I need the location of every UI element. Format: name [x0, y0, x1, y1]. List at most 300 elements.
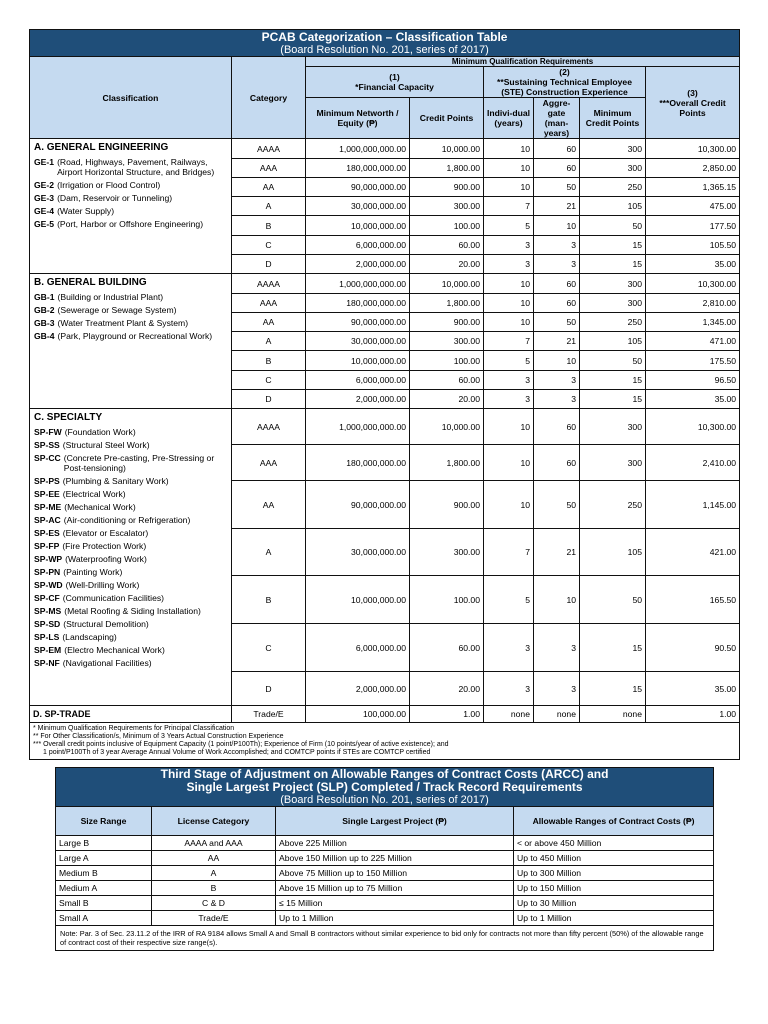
header-min-credit: Minimum Credit Points: [580, 98, 646, 139]
classification-item: [34, 305, 227, 315]
classification-code: SP-EE: [34, 489, 60, 499]
classification-desc: (Water Treatment Plant & System): [57, 318, 189, 328]
networth-cell: 2,000,000.00: [306, 672, 410, 706]
classification-item: [34, 489, 227, 499]
aggregate-cell: 60: [534, 409, 580, 445]
sp-trade-credit-points: 1.00: [410, 706, 484, 723]
aggregate-cell: 21: [534, 332, 580, 351]
group-specialty: [30, 409, 232, 706]
min-credit-cell: 50: [580, 576, 646, 624]
credit-points-cell: 1,800.00: [410, 159, 484, 178]
aggregate-cell: 60: [534, 294, 580, 313]
min-credit-cell: 15: [580, 255, 646, 274]
min-credit-cell: 15: [580, 624, 646, 672]
size-range-cell: Large A: [56, 851, 152, 866]
classification-desc: (Park, Playground or Recreational Work): [57, 331, 213, 341]
license-category-cell: A: [152, 866, 276, 881]
category-cell: D: [232, 672, 306, 706]
size-range-cell: Medium A: [56, 881, 152, 896]
classification-code: SP-FP: [34, 541, 60, 551]
classification-item: [34, 580, 227, 590]
table1-body: [30, 139, 740, 706]
credit-points-cell: 900.00: [410, 481, 484, 529]
arcc-row: [56, 911, 714, 926]
aggregate-cell: 3: [534, 672, 580, 706]
overall-credit-cell: 471.00: [646, 332, 740, 351]
license-category-cell: AAAA and AAA: [152, 836, 276, 851]
table2-title-line-2: Single Largest Project (SLP) Completed / Track Record Requirements: [186, 780, 583, 794]
sp-trade-networth: 100,000.00: [306, 706, 410, 723]
table2-title-bar: [56, 768, 714, 807]
size-range-cell: Medium B: [56, 866, 152, 881]
aggregate-cell: 3: [534, 255, 580, 274]
classification-desc: (Electrical Work): [62, 489, 126, 499]
sp-trade-category: Trade/E: [232, 706, 306, 723]
group-title: A. GENERAL ENGINEERING: [34, 142, 169, 153]
size-range-cell: Small B: [56, 896, 152, 911]
networth-cell: 90,000,000.00: [306, 313, 410, 332]
table1-footnotes: [30, 723, 740, 760]
table2-body: [56, 836, 714, 926]
table1-subtitle: (Board Resolution No. 201, series of 2017): [280, 43, 489, 56]
min-credit-cell: 105: [580, 529, 646, 576]
category-cell: C: [232, 371, 306, 390]
overall-credit-cell: 96.50: [646, 371, 740, 390]
networth-cell: 2,000,000.00: [306, 255, 410, 274]
category-cell: A: [232, 332, 306, 351]
aggregate-cell: 50: [534, 481, 580, 529]
overall-credit-cell: 35.00: [646, 255, 740, 274]
classification-item: [34, 453, 227, 473]
slp-cell: Above 75 Million up to 150 Million: [276, 866, 514, 881]
group-title: C. SPECIALTY: [34, 412, 103, 423]
classification-desc: (Plumbing & Sanitary Work): [62, 476, 169, 486]
group-general-building: [30, 274, 232, 409]
networth-cell: 90,000,000.00: [306, 481, 410, 529]
classification-code: SP-AC: [34, 515, 61, 525]
classification-item: [34, 193, 227, 203]
overall-credit-cell: 165.50: [646, 576, 740, 624]
header-size-range: Size Range: [56, 807, 152, 836]
credit-points-cell: 1,800.00: [410, 445, 484, 481]
classification-code: SP-FW: [34, 427, 62, 437]
classification-code: SP-LS: [34, 632, 60, 642]
overall-credit-cell: 2,410.00: [646, 445, 740, 481]
min-credit-cell: 300: [580, 159, 646, 178]
individual-cell: 10: [484, 481, 534, 529]
allowable-range-cell: Up to 1 Million: [514, 911, 714, 926]
footnote: * Minimum Qualification Requirements for Principal Classification: [33, 725, 235, 732]
header-ste-experience: [484, 67, 646, 98]
category-row: [30, 139, 740, 159]
classification-code: GE-1: [34, 157, 55, 167]
aggregate-cell: 60: [534, 139, 580, 159]
category-cell: AAA: [232, 159, 306, 178]
classification-code: SP-ME: [34, 502, 62, 512]
classification-code: SP-WP: [34, 554, 63, 564]
header-financial-capacity: [306, 67, 484, 98]
slp-cell: ≤ 15 Million: [276, 896, 514, 911]
arcc-row: [56, 836, 714, 851]
table2-note: Note: Par. 3 of Sec. 23.11.2 of the IRR of RA 9184 allows Small A and Small B contractors without similar experience to bid only for contracts not more than fifty percent (50%) of the allowable range of contract cost of their respective size range(s).: [56, 926, 714, 951]
min-credit-cell: 250: [580, 313, 646, 332]
classification-item: [34, 554, 227, 564]
group-title: B. GENERAL BUILDING: [34, 277, 147, 288]
classification-code: GB-2: [34, 305, 55, 315]
overall-credit-cell: 475.00: [646, 197, 740, 216]
min-credit-cell: 50: [580, 351, 646, 371]
classification-item: [34, 292, 227, 302]
classification-desc: (Communication Facilities): [62, 593, 165, 603]
classification-item: [34, 502, 227, 512]
size-range-cell: Large B: [56, 836, 152, 851]
footnote: *** Overall credit points inclusive of Equipment Capacity (1 point/P100Th); Experience of Firm (10 points/year of active existence); and: [33, 741, 449, 748]
min-credit-cell: 300: [580, 445, 646, 481]
classification-desc: (Road, Highways, Pavement, Railways, Airport Horizontal Structure, and Bridges): [57, 157, 215, 177]
aggregate-cell: 3: [534, 624, 580, 672]
overall-credit-cell: 10,300.00: [646, 409, 740, 445]
classification-desc: (Dam, Reservoir or Tunneling): [57, 193, 173, 203]
aggregate-cell: 10: [534, 576, 580, 624]
category-cell: AA: [232, 178, 306, 197]
arcc-table: [55, 767, 714, 951]
credit-points-cell: 900.00: [410, 313, 484, 332]
classification-desc: (Air-conditioning or Refrigeration): [63, 515, 191, 525]
credit-points-cell: 10,000.00: [410, 274, 484, 294]
category-cell: AAA: [232, 294, 306, 313]
classification-code: SP-PN: [34, 567, 61, 577]
classification-desc: (Port, Harbor or Offshore Engineering): [57, 219, 204, 229]
individual-cell: 3: [484, 255, 534, 274]
classification-item: [34, 658, 227, 668]
license-category-cell: AA: [152, 851, 276, 866]
networth-cell: 2,000,000.00: [306, 390, 410, 409]
header-financial-label: *Financial Capacity: [355, 82, 434, 92]
individual-cell: 7: [484, 197, 534, 216]
header-category: Category: [232, 57, 306, 139]
min-credit-cell: 250: [580, 178, 646, 197]
aggregate-cell: 50: [534, 313, 580, 332]
networth-cell: 1,000,000,000.00: [306, 409, 410, 445]
min-credit-cell: 300: [580, 409, 646, 445]
table1-title-bar: [30, 30, 740, 57]
slp-cell: Above 15 Million up to 75 Million: [276, 881, 514, 896]
individual-cell: 10: [484, 139, 534, 159]
classification-item: [34, 157, 227, 177]
min-credit-cell: 105: [580, 197, 646, 216]
category-cell: D: [232, 390, 306, 409]
classification-item: [34, 427, 227, 437]
individual-cell: 10: [484, 178, 534, 197]
classification-code: GE-2: [34, 180, 55, 190]
category-cell: A: [232, 197, 306, 216]
credit-points-cell: 60.00: [410, 236, 484, 255]
credit-points-cell: 900.00: [410, 178, 484, 197]
table2-title-line-1: Third Stage of Adjustment on Allowable Ranges of Contract Costs (ARCC) and: [160, 767, 609, 781]
category-cell: AA: [232, 481, 306, 529]
sp-trade-row: [30, 706, 740, 723]
header-credit-points: Credit Points: [410, 98, 484, 139]
individual-cell: 10: [484, 159, 534, 178]
classification-code: GE-5: [34, 219, 55, 229]
classification-item: [34, 331, 227, 341]
category-cell: B: [232, 351, 306, 371]
classification-table: [29, 29, 740, 760]
min-credit-cell: 300: [580, 274, 646, 294]
slp-cell: Above 225 Million: [276, 836, 514, 851]
individual-cell: 5: [484, 576, 534, 624]
classification-code: GB-4: [34, 331, 55, 341]
license-category-cell: B: [152, 881, 276, 896]
license-category-cell: Trade/E: [152, 911, 276, 926]
individual-cell: 7: [484, 529, 534, 576]
group-general-engineering: [30, 139, 232, 274]
min-credit-cell: 300: [580, 294, 646, 313]
header-financial-number: (1): [389, 72, 400, 82]
classification-item: [34, 318, 227, 328]
classification-item: [34, 515, 227, 525]
classification-desc: (Navigational Facilities): [62, 658, 152, 668]
credit-points-cell: 100.00: [410, 216, 484, 236]
category-row: [30, 274, 740, 294]
overall-credit-cell: 1,345.00: [646, 313, 740, 332]
category-cell: AA: [232, 313, 306, 332]
header-ste-label-2: (STE) Construction Experience: [501, 87, 628, 97]
individual-cell: 10: [484, 445, 534, 481]
overall-credit-cell: 105.50: [646, 236, 740, 255]
category-cell: AAAA: [232, 139, 306, 159]
classification-desc: (Elevator or Escalator): [62, 528, 149, 538]
arcc-row: [56, 851, 714, 866]
individual-cell: 5: [484, 351, 534, 371]
aggregate-cell: 3: [534, 236, 580, 255]
classification-desc: (Fire Protection Work): [62, 541, 147, 551]
category-cell: C: [232, 236, 306, 255]
min-credit-cell: 300: [580, 139, 646, 159]
classification-desc: (Landscaping): [62, 632, 117, 642]
networth-cell: 30,000,000.00: [306, 332, 410, 351]
networth-cell: 30,000,000.00: [306, 197, 410, 216]
classification-desc: (Structural Demolition): [63, 619, 149, 629]
aggregate-cell: 10: [534, 216, 580, 236]
header-ste-label-1: **Sustaining Technical Employee: [497, 77, 632, 87]
allowable-range-cell: Up to 450 Million: [514, 851, 714, 866]
individual-cell: 3: [484, 624, 534, 672]
classification-item: [34, 593, 227, 603]
min-credit-cell: 15: [580, 390, 646, 409]
category-cell: D: [232, 255, 306, 274]
category-cell: AAAA: [232, 409, 306, 445]
overall-credit-cell: 1,365.15: [646, 178, 740, 197]
individual-cell: 10: [484, 313, 534, 332]
classification-item: [34, 528, 227, 538]
header-aggregate: Aggre-gate (man-years): [534, 98, 580, 139]
header-networth: Minimum Networth / Equity (₱): [306, 98, 410, 139]
overall-credit-cell: 35.00: [646, 390, 740, 409]
credit-points-cell: 300.00: [410, 529, 484, 576]
header-overall-label: ***Overall Credit Points: [659, 97, 726, 118]
classification-item: [34, 180, 227, 190]
classification-code: SP-SD: [34, 619, 61, 629]
individual-cell: 7: [484, 332, 534, 351]
arcc-row: [56, 866, 714, 881]
classification-desc: (Waterproofing Work): [65, 554, 147, 564]
classification-desc: (Water Supply): [57, 206, 115, 216]
min-credit-cell: 50: [580, 216, 646, 236]
category-cell: A: [232, 529, 306, 576]
category-cell: C: [232, 624, 306, 672]
category-cell: AAAA: [232, 274, 306, 294]
aggregate-cell: 3: [534, 390, 580, 409]
classification-code: SP-CF: [34, 593, 60, 603]
aggregate-cell: 21: [534, 197, 580, 216]
category-cell: B: [232, 576, 306, 624]
allowable-range-cell: Up to 30 Million: [514, 896, 714, 911]
classification-item: [34, 567, 227, 577]
sp-trade-overall: 1.00: [646, 706, 740, 723]
classification-item: [34, 440, 227, 450]
classification-desc: (Sewerage or Sewage System): [57, 305, 177, 315]
classification-code: SP-ES: [34, 528, 60, 538]
min-credit-cell: 105: [580, 332, 646, 351]
classification-item: [34, 541, 227, 551]
networth-cell: 180,000,000.00: [306, 294, 410, 313]
sp-trade-individual: none: [484, 706, 534, 723]
classification-item: [34, 219, 227, 229]
aggregate-cell: 10: [534, 351, 580, 371]
classification-desc: (Metal Roofing & Siding Installation): [64, 606, 201, 616]
aggregate-cell: 60: [534, 445, 580, 481]
credit-points-cell: 100.00: [410, 351, 484, 371]
classification-desc: (Structural Steel Work): [62, 440, 150, 450]
aggregate-cell: 3: [534, 371, 580, 390]
networth-cell: 10,000,000.00: [306, 216, 410, 236]
overall-credit-cell: 2,810.00: [646, 294, 740, 313]
allowable-range-cell: Up to 150 Million: [514, 881, 714, 896]
table1-title: PCAB Categorization – Classification Table: [261, 29, 508, 44]
classification-desc: (Painting Work): [63, 567, 123, 577]
slp-cell: Above 150 Million up to 225 Million: [276, 851, 514, 866]
classification-code: GE-4: [34, 206, 55, 216]
classification-desc: (Well-Drilling Work): [65, 580, 140, 590]
credit-points-cell: 20.00: [410, 672, 484, 706]
aggregate-cell: 60: [534, 159, 580, 178]
credit-points-cell: 100.00: [410, 576, 484, 624]
classification-code: SP-WD: [34, 580, 63, 590]
classification-code: SP-PS: [34, 476, 60, 486]
classification-code: SP-SS: [34, 440, 60, 450]
header-classification: Classification: [30, 57, 232, 139]
header-ste-number: (2): [559, 67, 570, 77]
overall-credit-cell: 2,850.00: [646, 159, 740, 178]
individual-cell: 3: [484, 672, 534, 706]
aggregate-cell: 60: [534, 274, 580, 294]
header-individual: Indivi-dual (years): [484, 98, 534, 139]
overall-credit-cell: 421.00: [646, 529, 740, 576]
min-credit-cell: 15: [580, 371, 646, 390]
classification-code: SP-MS: [34, 606, 62, 616]
category-cell: B: [232, 216, 306, 236]
header-overall-credit: [646, 67, 740, 139]
size-range-cell: Small A: [56, 911, 152, 926]
individual-cell: 3: [484, 390, 534, 409]
individual-cell: 3: [484, 371, 534, 390]
aggregate-cell: 50: [534, 178, 580, 197]
credit-points-cell: 300.00: [410, 332, 484, 351]
table2-subtitle: (Board Resolution No. 201, series of 2017): [280, 794, 489, 806]
networth-cell: 6,000,000.00: [306, 371, 410, 390]
classification-desc: (Mechanical Work): [64, 502, 136, 512]
overall-credit-cell: 10,300.00: [646, 139, 740, 159]
header-allowable-ranges: Allowable Ranges of Contract Costs (₱): [514, 807, 714, 836]
sp-trade-min-credit: none: [580, 706, 646, 723]
overall-credit-cell: 10,300.00: [646, 274, 740, 294]
networth-cell: 1,000,000,000.00: [306, 274, 410, 294]
header-license-category: License Category: [152, 807, 276, 836]
credit-points-cell: 1,800.00: [410, 294, 484, 313]
individual-cell: 10: [484, 274, 534, 294]
credit-points-cell: 20.00: [410, 255, 484, 274]
min-credit-cell: 15: [580, 236, 646, 255]
slp-cell: Up to 1 Million: [276, 911, 514, 926]
classification-code: GB-3: [34, 318, 55, 328]
classification-item: [34, 606, 227, 616]
header-overall-number: (3): [687, 87, 698, 98]
networth-cell: 10,000,000.00: [306, 576, 410, 624]
classification-code: GB-1: [34, 292, 55, 302]
sp-trade-title: D. SP-TRADE: [30, 706, 232, 723]
classification-desc: (Foundation Work): [64, 427, 136, 437]
arcc-row: [56, 881, 714, 896]
networth-cell: 6,000,000.00: [306, 236, 410, 255]
classification-desc: (Concrete Pre-casting, Pre-Stressing or Post-tensioning): [63, 453, 215, 473]
overall-credit-cell: 35.00: [646, 672, 740, 706]
sp-trade-aggregate: none: [534, 706, 580, 723]
classification-item: [34, 645, 227, 655]
credit-points-cell: 10,000.00: [410, 409, 484, 445]
networth-cell: 180,000,000.00: [306, 445, 410, 481]
classification-code: SP-CC: [34, 453, 61, 463]
networth-cell: 1,000,000,000.00: [306, 139, 410, 159]
category-cell: AAA: [232, 445, 306, 481]
networth-cell: 6,000,000.00: [306, 624, 410, 672]
individual-cell: 10: [484, 294, 534, 313]
classification-item: [34, 619, 227, 629]
individual-cell: 10: [484, 409, 534, 445]
classification-code: GE-3: [34, 193, 55, 203]
individual-cell: 5: [484, 216, 534, 236]
footnote: ** For Other Classification/s, Minimum of 3 Years Actual Construction Experience: [33, 733, 284, 740]
category-row: [30, 409, 740, 445]
footnote: 1 point/P100Th of 3 year Average Annual Volume of Work Accomplished; and COMTCP points if STEs are COMTCP certified: [43, 749, 431, 756]
credit-points-cell: 20.00: [410, 390, 484, 409]
overall-credit-cell: 177.50: [646, 216, 740, 236]
header-single-largest-project: Single Largest Project (₱): [276, 807, 514, 836]
credit-points-cell: 60.00: [410, 624, 484, 672]
classification-item: [34, 632, 227, 642]
aggregate-cell: 21: [534, 529, 580, 576]
individual-cell: 3: [484, 236, 534, 255]
header-min-qualification: Minimum Qualification Requirements: [306, 57, 740, 67]
license-category-cell: C & D: [152, 896, 276, 911]
credit-points-cell: 10,000.00: [410, 139, 484, 159]
networth-cell: 180,000,000.00: [306, 159, 410, 178]
allowable-range-cell: < or above 450 Million: [514, 836, 714, 851]
min-credit-cell: 15: [580, 672, 646, 706]
classification-item: [34, 476, 227, 486]
networth-cell: 30,000,000.00: [306, 529, 410, 576]
classification-item: [34, 206, 227, 216]
